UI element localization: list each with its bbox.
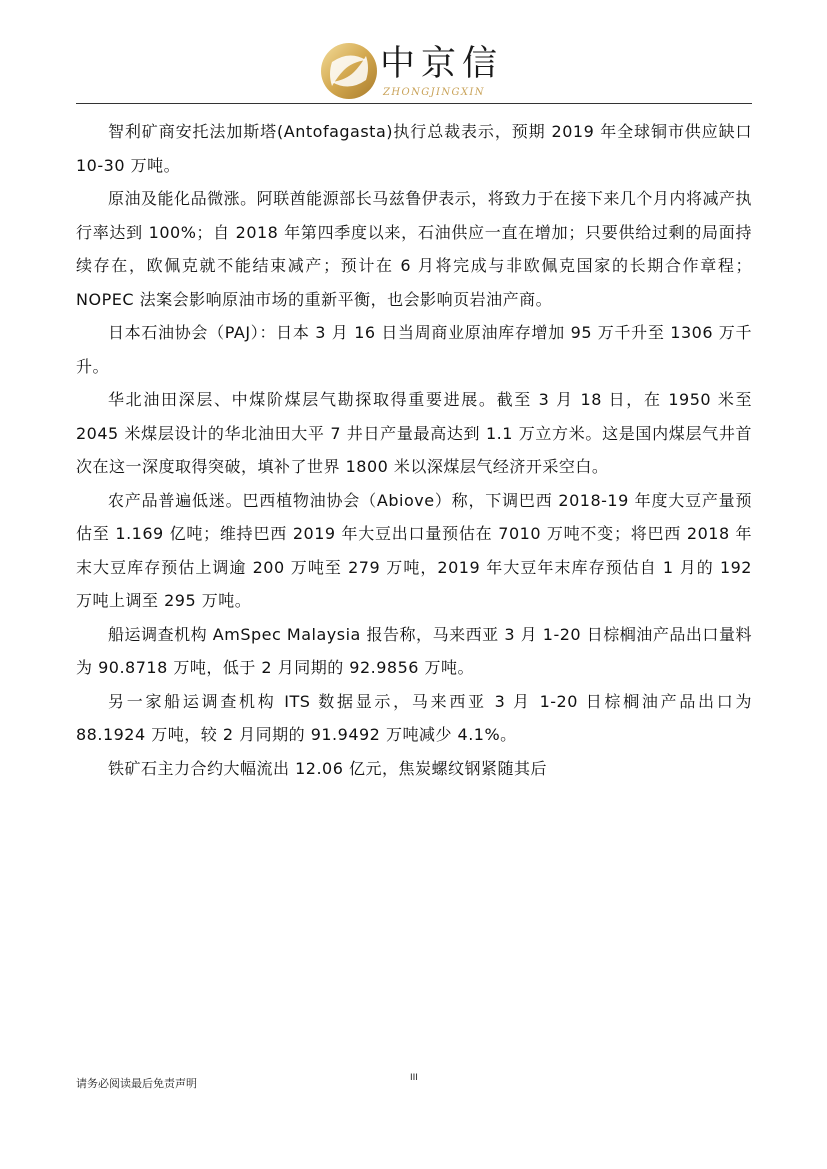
page-header [0,0,827,110]
paragraph-paj: 日本石油协会（PAJ）：日本 3 月 16 日当周商业原油库存增加 95 万千升至 1306 万千升。 [76,323,752,376]
brand-name-en: ZHONGJINGXIN [383,87,485,98]
page-number: III [410,1073,418,1083]
paragraph-amspec: 船运调查机构 AmSpec Malaysia 报告称，马来西亚 3 月 1-20 日棕榈油产品出口量料为 90.8718 万吨，低于 2 月同期的 92.9856 万吨。 [76,624,752,677]
footer-disclaimer: 请务必阅读最后免责声明 [76,1077,197,1090]
paragraph-coalbed-methane: 华北油田深层、中煤阶煤层气勘探取得重要进展。截至 3 月 18 日，在 1950 米至 2045 米煤层设计的华北油田大平 7 井日产量最高达到 1.1 万立方米。这是国内煤层气井首次在这一深度取得突破，填补了世界 1800 米以深煤层气经济开采空白。 [76,390,752,476]
paragraph-iron-ore: 铁矿石主力合约大幅流出 12.06 亿元，焦炭螺纹钢紧随其后 [108,758,547,778]
zhongjingxin-logo-icon [318,40,380,102]
header-divider [76,103,752,104]
brand-name-cn: 中京信 [380,44,504,84]
paragraph-its: 另一家船运调查机构 ITS 数据显示，马来西亚 3 月 1-20 日棕榈油产品出口为 88.1924 万吨，较 2 月同期的 91.9492 万吨减少 4.1%。 [76,691,752,744]
document-body [76,115,752,785]
paragraph-crude-oil: 原油及能化品微涨。阿联酋能源部长马兹鲁伊表示，将致力于在接下来几个月内将减产执行率达到 100%；自 2018 年第四季度以来，石油供应一直在增加；只要供给过剩的局面持续存在，欧佩克就不能结束减产；预计在 6 月将完成与非欧佩克国家的长期合作章程；NOPEC 法案会影响原油市场的重新平衡，也会影响页岩油产商。 [76,189,752,309]
paragraph-copper: 智利矿商安托法加斯塔(Antofagasta)执行总裁表示，预期 2019 年全球铜市供应缺口 10-30 万吨。 [76,122,752,175]
paragraph-agriculture: 农产品普遍低迷。巴西植物油协会（Abiove）称，下调巴西 2018-19 年度大豆产量预估至 1.169 亿吨；维持巴西 2019 年大豆出口量预估在 7010 万吨不变；将巴西 2018 年末大豆库存预估上调逾 200 万吨至 279 万吨，2019 年大豆年末库存预估自 1 月的 192 万吨上调至 295 万吨。 [76,490,752,610]
